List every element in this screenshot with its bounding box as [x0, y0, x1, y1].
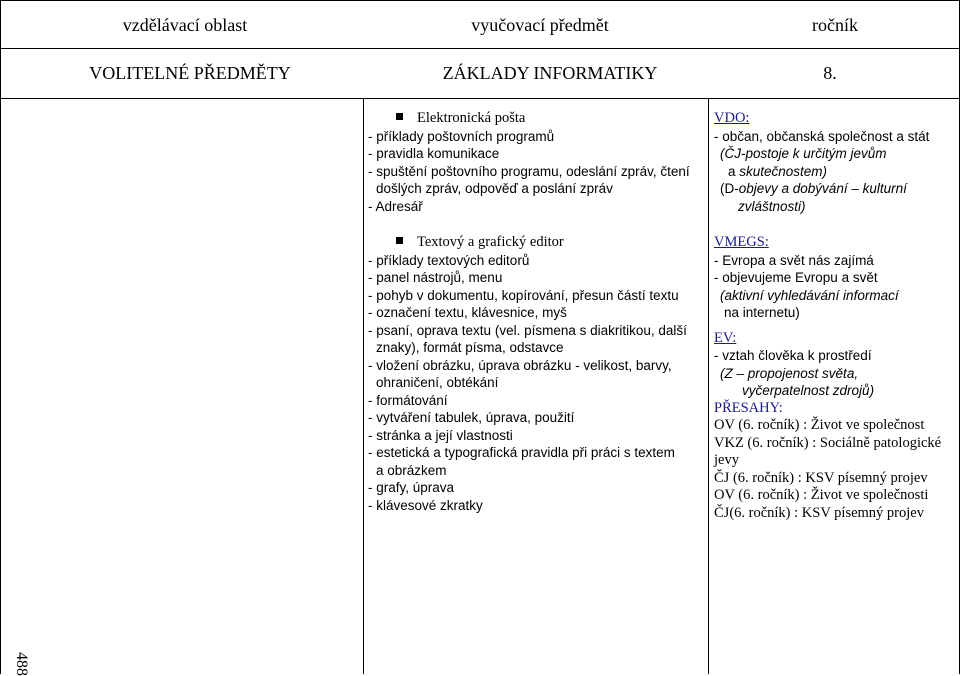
- table-border-top: [0, 0, 960, 1]
- list-item: jevy: [714, 452, 739, 468]
- list-item: - psaní, oprava textu (vel. písmena s diakritikou, další: [368, 322, 687, 338]
- presahy-heading: PŘESAHY:: [714, 399, 783, 416]
- list-item: - Adresář: [368, 198, 423, 214]
- list-item: ČJ (6. ročník) : KSV písemný projev: [714, 469, 928, 486]
- ev-heading: EV:: [714, 329, 737, 346]
- list-item: - pohyb v dokumentu, kopírování, přesun částí textu: [368, 287, 679, 303]
- list-item: vyčerpatelnost zdrojů): [742, 383, 875, 398]
- table-divider: [0, 48, 960, 49]
- list-item: a skutečnostem): [728, 163, 828, 179]
- header-subject-value: ZÁKLADY INFORMATIKY: [442, 63, 658, 83]
- header-area-value: VOLITELNÉ PŘEDMĚTY: [89, 63, 291, 83]
- list-item: OV (6. ročník) : Život ve společnost: [714, 417, 925, 433]
- list-item: - vytváření tabulek, úprava, použití: [368, 410, 575, 425]
- list-item: došlých zpráv, odpověď a poslání zpráv: [376, 181, 613, 196]
- vdo-heading: VDO:: [714, 110, 750, 126]
- table-column-divider: [708, 98, 709, 674]
- list-item: - objevujeme Evropu a svět: [714, 270, 878, 285]
- list-item: - stránka a její vlastnosti: [368, 427, 513, 443]
- list-item: (Z – propojenost světa,: [720, 365, 859, 381]
- header-subject-label: vyučovací předmět: [471, 15, 609, 35]
- list-item: zvláštnosti): [738, 198, 806, 214]
- list-item: - pravidla komunikace: [368, 146, 500, 161]
- section-email: [368, 110, 704, 215]
- header-area-label: vzdělávací oblast: [122, 15, 248, 35]
- list-item: znaky), formát písma, odstavce: [376, 340, 564, 355]
- table-border-left: [0, 0, 1, 674]
- list-item: - označení textu, klávesnice, myš: [368, 305, 567, 320]
- section-editor: [368, 234, 704, 514]
- list-item: - klávesové zkratky: [368, 497, 483, 513]
- list-item: (D-objevy a dobývání – kulturní: [720, 181, 907, 196]
- crosscurricular-vdo: [714, 110, 956, 215]
- list-item: - panel nástrojů, menu: [368, 270, 503, 285]
- page-number: 488: [13, 652, 30, 676]
- vmegs-heading: VMEGS:: [714, 234, 769, 250]
- header-grade-label: ročník: [812, 15, 858, 35]
- list-item: na internetu): [724, 305, 800, 320]
- list-item: - vložení obrázku, úprava obrázku - velikost, barvy,: [368, 357, 672, 373]
- table-divider: [0, 98, 960, 99]
- list-item: ohraničení, obtékání: [376, 375, 499, 390]
- bullet-icon: [396, 237, 403, 244]
- list-item: - formátování: [368, 392, 448, 408]
- list-item: - Evropa a svět nás zajímá: [714, 252, 874, 268]
- list-item: - příklady textových editorů: [368, 252, 530, 268]
- bullet-icon: [396, 113, 403, 120]
- list-item: - grafy, úprava: [368, 480, 455, 495]
- section-title: Textový a grafický editor: [368, 234, 704, 252]
- list-item: - občan, občanská společnost a stát: [714, 128, 930, 144]
- list-item: VKZ (6. ročník) : Sociálně patologické: [714, 434, 942, 451]
- list-item: - estetická a typografická pravidla při práci s textem: [368, 445, 675, 460]
- list-item: - vztah člověka k prostředí: [714, 348, 872, 363]
- section-title: Elektronická pošta: [368, 110, 704, 128]
- list-item: ČJ(6. ročník) : KSV písemný projev: [714, 504, 924, 521]
- list-item: OV (6. ročník) : Život ve společnosti: [714, 487, 929, 503]
- list-item: - příklady poštovních programů: [368, 128, 555, 144]
- table-column-divider: [363, 98, 364, 674]
- crosscurricular-vmegs: [714, 234, 956, 522]
- list-item: (ČJ-postoje k určitým jevům: [720, 146, 887, 161]
- list-item: - spuštění poštovního programu, odeslání zpráv, čtení: [368, 163, 690, 179]
- list-item: a obrázkem: [376, 462, 447, 478]
- list-item: (aktivní vyhledávání informací: [720, 287, 899, 303]
- header-grade-value: 8.: [823, 63, 837, 83]
